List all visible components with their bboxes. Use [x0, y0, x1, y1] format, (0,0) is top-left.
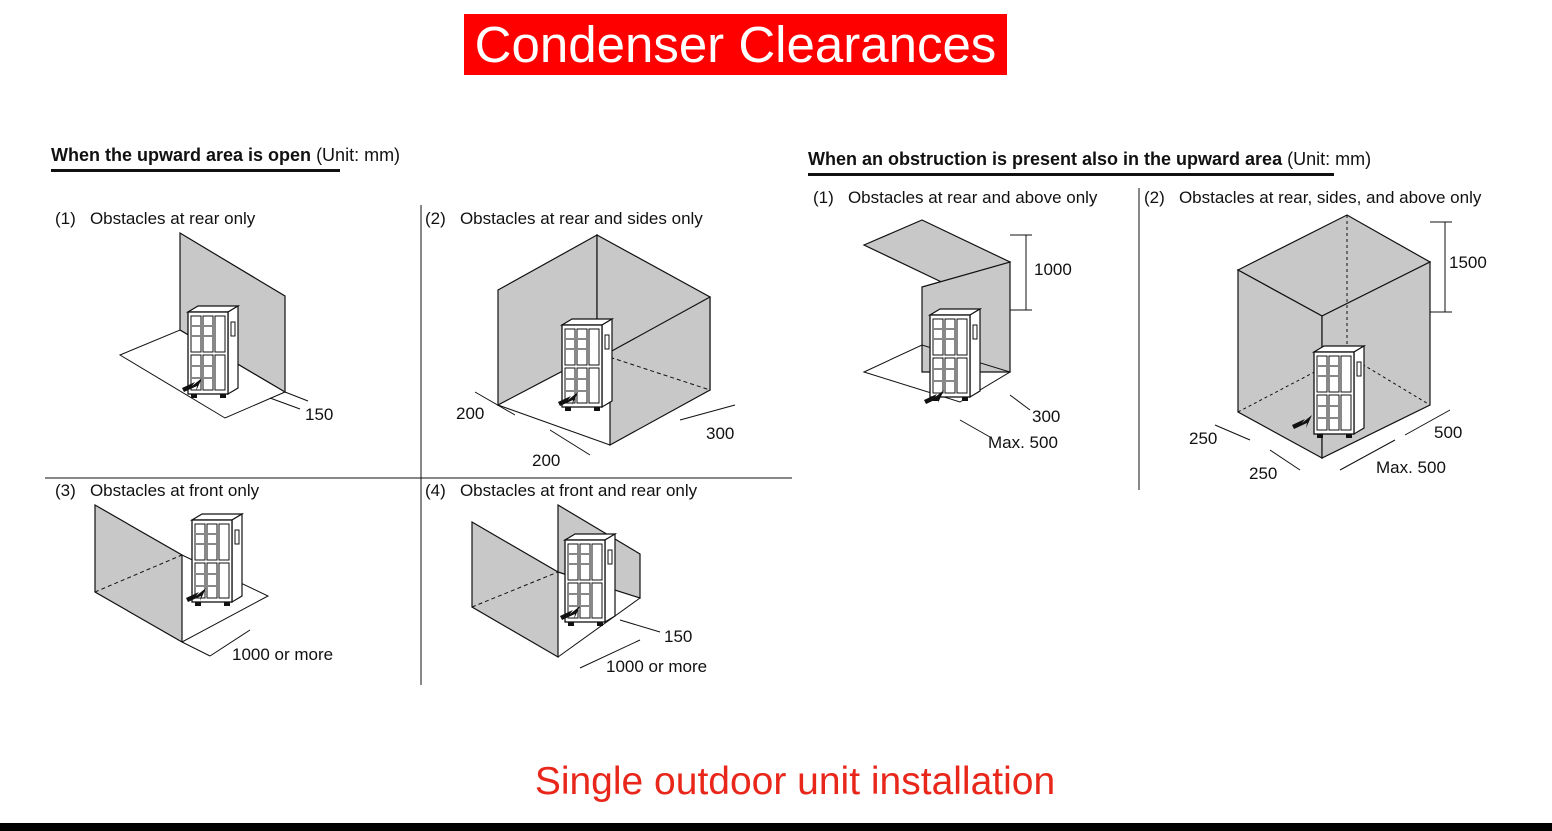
dim-label: 250	[1189, 429, 1218, 448]
case-label: Obstacles at rear, sides, and above only	[1178, 188, 1482, 207]
case-number: (2)	[425, 209, 446, 228]
page-title: Condenser Clearances	[464, 14, 1007, 75]
diagram-front-only	[95, 505, 268, 656]
right-heading-bold: When an obstruction is present also in the upward area	[808, 149, 1283, 169]
dim-label: Max. 500	[988, 433, 1058, 452]
dim-label: 500	[1434, 423, 1463, 442]
dim-label: 1000	[1034, 260, 1072, 279]
dim-label: Max. 500	[1376, 458, 1446, 477]
diagram-rear-only	[120, 233, 308, 418]
bottom-bar	[0, 823, 1552, 831]
case-label: Obstacles at front and rear only	[459, 481, 698, 500]
left-heading-bold: When the upward area is open	[51, 145, 312, 165]
diagram-rear-sides-and-above	[1215, 215, 1452, 470]
case-number: (4)	[425, 481, 446, 500]
dim-label: 200	[532, 451, 561, 470]
case-number: (2)	[1144, 188, 1165, 207]
diagram-rear-and-above	[864, 220, 1032, 437]
case-label: Obstacles at rear only	[89, 209, 256, 228]
page-subtitle: Single outdoor unit installation	[534, 760, 1056, 803]
dim-label: 200	[456, 404, 485, 423]
diagram-rear-and-sides	[475, 235, 735, 455]
right-heading-unit: (Unit: mm)	[1287, 149, 1372, 169]
dim-label: 300	[1032, 407, 1061, 426]
case-label: Obstacles at rear and sides only	[459, 209, 703, 228]
dim-label: 1500	[1449, 253, 1487, 272]
dim-label: 300	[706, 424, 735, 443]
case-number: (1)	[813, 188, 834, 207]
left-heading-unit: (Unit: mm)	[316, 145, 401, 165]
dim-label: 1000 or more	[232, 645, 334, 664]
dim-label: 150	[664, 627, 693, 646]
dim-label: 150	[305, 405, 334, 424]
case-label: Obstacles at rear and above only	[847, 188, 1098, 207]
case-number: (3)	[55, 481, 76, 500]
dim-label: 250	[1249, 464, 1278, 483]
case-label: Obstacles at front only	[89, 481, 260, 500]
case-number: (1)	[55, 209, 76, 228]
diagram-front-and-rear	[472, 505, 660, 668]
dim-label: 1000 or more	[606, 657, 708, 676]
